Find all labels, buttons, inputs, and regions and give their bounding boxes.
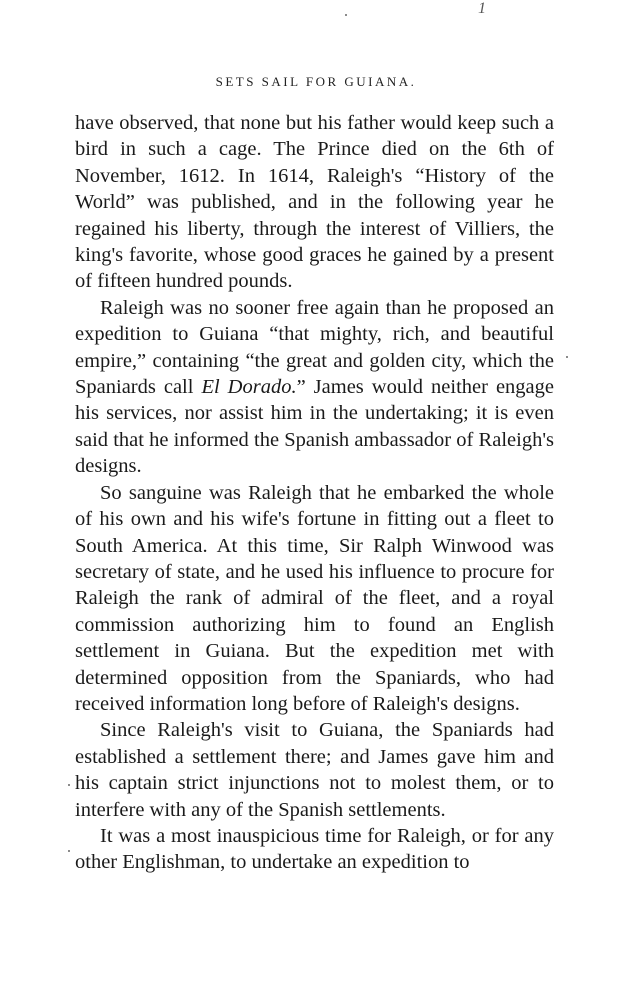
paragraph xyxy=(75,295,554,480)
page-number: 1 xyxy=(478,0,486,17)
paragraph-text: Raleigh was no sooner free again than he proposed an expedition to Guiana “that mighty, rich, and beautiful empire,” containing “the great and golden city, which the Spaniards call xyxy=(75,296,554,399)
paragraph: have observed, that none but his father would keep such a bird in such a cage. The Prince died on the 6th of November, 1612. In 1614, Raleigh's “History of the World” was published, and in the following year he regained his liberty, through the interest of Villiers, the king's favorite, whose good graces he gained by a present of fifteen hundred pounds. xyxy=(75,112,554,293)
paragraph: Since Raleigh's visit to Guiana, the Spaniards had established a settlement there; and James gave him and his captain strict injunctions not to molest them, or to interfere with any of the Spanish settlements. xyxy=(75,719,554,821)
body-text xyxy=(75,110,554,876)
paragraph-text: ” James would neither engage his services, nor assist him in the undertaking; it is even said that he informed the Spanish ambassador of Raleigh's designs. xyxy=(75,376,554,478)
running-head: SETS SAIL FOR GUIANA. xyxy=(215,74,417,89)
print-speck xyxy=(345,14,347,16)
print-speck xyxy=(68,850,70,852)
italic-place-name: El Dorado. xyxy=(201,376,297,399)
paragraph: So sanguine was Raleigh that he embarked the whole of his own and his wife's fortune in fitting out a fleet to South America. At this time, Sir Ralph Winwood was secretary of state, and he used his influence to procure for Raleigh the rank of admiral of the fleet, and a royal commission authorizing him to found an English settlement in Guiana. But the expedition met with determined opposition from the Spaniards, who had received information long before of Raleigh's designs. xyxy=(75,481,554,715)
print-speck xyxy=(68,784,70,786)
print-speck xyxy=(566,356,568,358)
paragraph: It was a most inauspicious time for Raleigh, or for any other Englishman, to undertake an expedition to xyxy=(75,824,554,874)
